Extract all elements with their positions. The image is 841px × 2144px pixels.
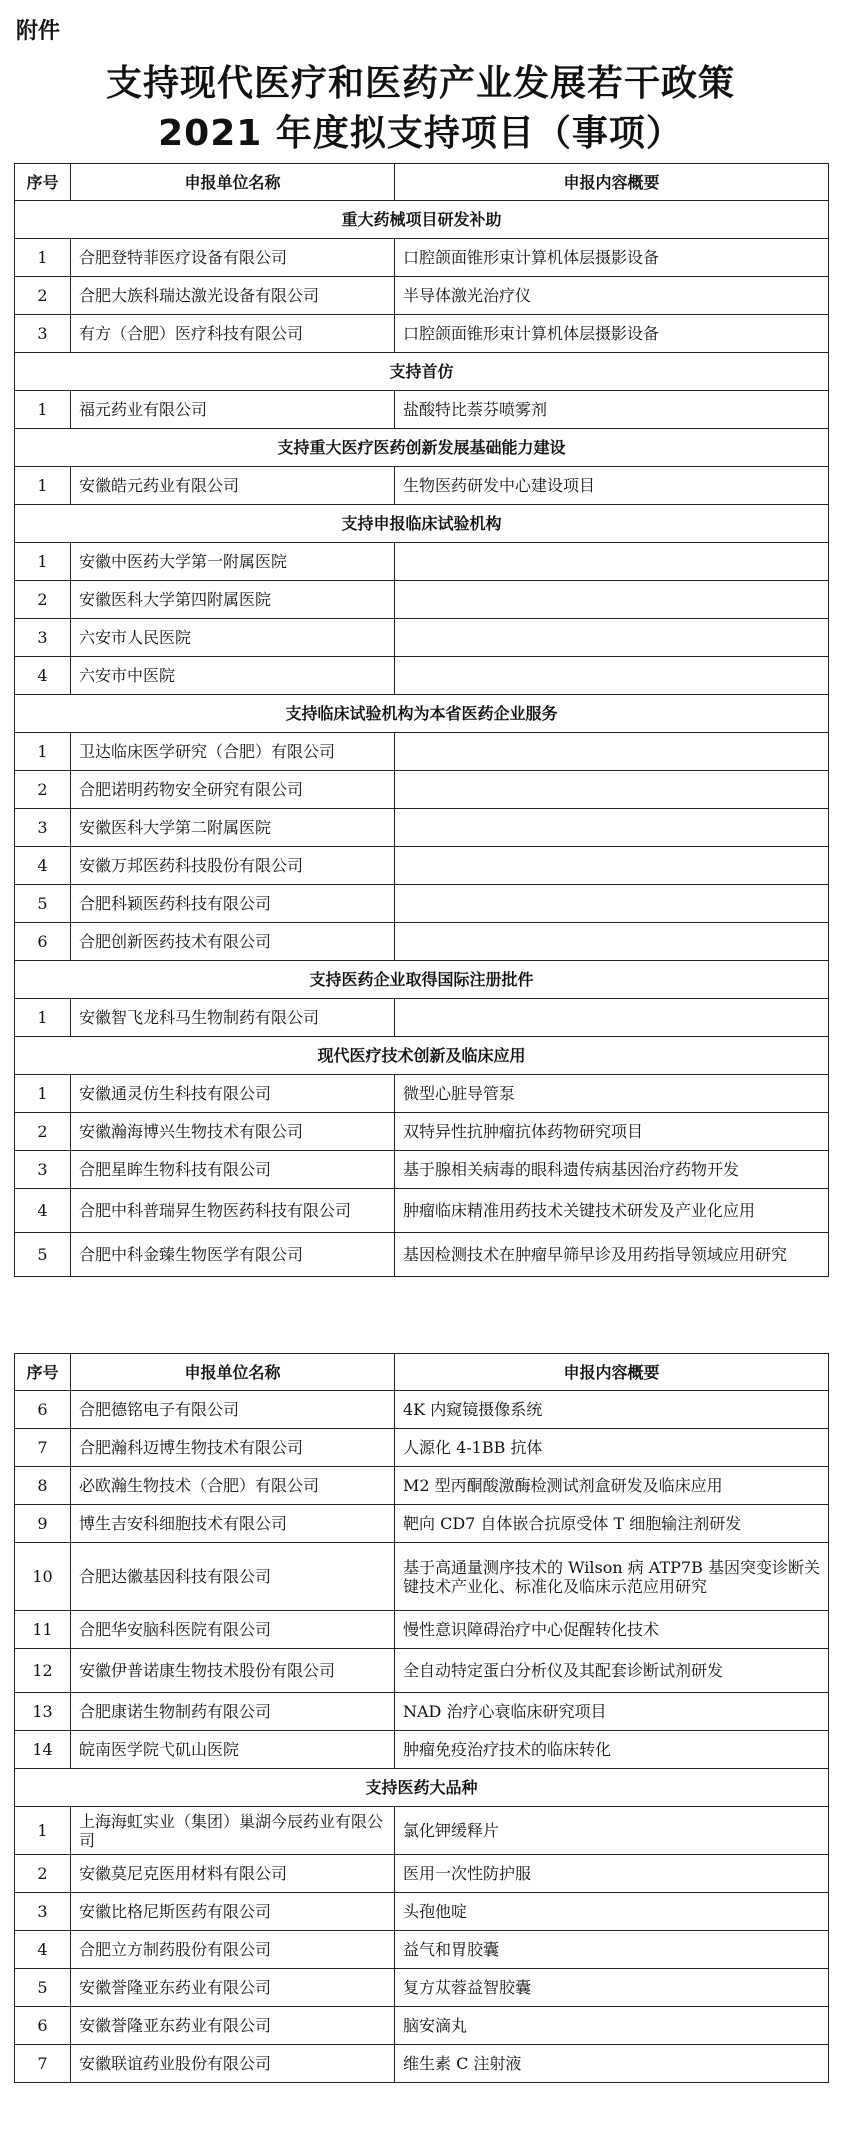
row-number: 4 [15, 1931, 71, 1969]
section-row [15, 353, 829, 391]
applicant-unit: 必欧瀚生物技术（合肥）有限公司 [71, 1467, 395, 1505]
table-row [15, 391, 829, 429]
section-row [15, 505, 829, 543]
row-number: 2 [15, 277, 71, 315]
applicant-unit: 合肥立方制药股份有限公司 [71, 1931, 395, 1969]
applicant-unit: 安徽誉隆亚东药业有限公司 [71, 1969, 395, 2007]
row-number: 12 [15, 1649, 71, 1693]
row-number: 4 [15, 1189, 71, 1233]
table-row [15, 657, 829, 695]
applicant-unit: 安徽瀚海博兴生物技术有限公司 [71, 1113, 395, 1151]
application-content: 全自动特定蛋白分析仪及其配套诊断试剂研发 [395, 1649, 829, 1693]
row-number: 7 [15, 2045, 71, 2083]
application-content: 口腔颌面锥形束计算机体层摄影设备 [395, 315, 829, 353]
row-number: 1 [15, 1807, 71, 1855]
applicant-unit: 安徽万邦医药科技股份有限公司 [71, 847, 395, 885]
row-number: 2 [15, 1855, 71, 1893]
section-row [15, 201, 829, 239]
applicant-unit: 六安市人民医院 [71, 619, 395, 657]
section-title: 支持医药企业取得国际注册批件 [15, 961, 829, 999]
applicant-unit: 合肥星眸生物科技有限公司 [71, 1151, 395, 1189]
row-number: 5 [15, 1969, 71, 2007]
row-number: 6 [15, 2007, 71, 2045]
application-content: 肿瘤临床精准用药技术关键技术研发及产业化应用 [395, 1189, 829, 1233]
projects-table-part2 [14, 1353, 829, 2083]
row-number: 1 [15, 999, 71, 1037]
header-content: 申报内容概要 [395, 164, 829, 201]
application-content: 基因检测技术在肿瘤早筛早诊及用药指导领域应用研究 [395, 1233, 829, 1277]
row-number: 1 [15, 733, 71, 771]
applicant-unit: 上海海虹实业（集团）巢湖今辰药业有限公司 [71, 1807, 395, 1855]
table-row [15, 1855, 829, 1893]
application-content: 基于腺相关病毒的眼科遗传病基因治疗药物开发 [395, 1151, 829, 1189]
table-row [15, 239, 829, 277]
row-number: 10 [15, 1543, 71, 1611]
applicant-unit: 安徽比格尼斯医药有限公司 [71, 1893, 395, 1931]
header-content: 申报内容概要 [395, 1354, 829, 1391]
application-content [395, 619, 829, 657]
applicant-unit: 合肥大族科瑞达激光设备有限公司 [71, 277, 395, 315]
table-row [15, 1505, 829, 1543]
applicant-unit: 安徽医科大学第四附属医院 [71, 581, 395, 619]
applicant-unit: 安徽通灵仿生科技有限公司 [71, 1075, 395, 1113]
table-row [15, 1429, 829, 1467]
row-number: 1 [15, 1075, 71, 1113]
applicant-unit: 安徽皓元药业有限公司 [71, 467, 395, 505]
application-content [395, 999, 829, 1037]
table-row [15, 1649, 829, 1693]
annex-label: 附件 [16, 19, 61, 44]
applicant-unit: 合肥康诺生物制药有限公司 [71, 1693, 395, 1731]
section-title: 支持申报临床试验机构 [15, 505, 829, 543]
application-content: 益气和胃胶囊 [395, 1931, 829, 1969]
table-row [15, 1611, 829, 1649]
applicant-unit: 合肥华安脑科医院有限公司 [71, 1611, 395, 1649]
row-number: 2 [15, 581, 71, 619]
table-row [15, 1543, 829, 1611]
header-unit: 申报单位名称 [71, 1354, 395, 1391]
table-row [15, 1893, 829, 1931]
application-content: 微型心脏导管泵 [395, 1075, 829, 1113]
application-content: 维生素 C 注射液 [395, 2045, 829, 2083]
section-title: 支持临床试验机构为本省医药企业服务 [15, 695, 829, 733]
row-number: 3 [15, 1151, 71, 1189]
table-row [15, 999, 829, 1037]
application-content [395, 847, 829, 885]
applicant-unit: 安徽智飞龙科马生物制药有限公司 [71, 999, 395, 1037]
row-number: 8 [15, 1467, 71, 1505]
row-number: 9 [15, 1505, 71, 1543]
applicant-unit: 六安市中医院 [71, 657, 395, 695]
application-content [395, 733, 829, 771]
application-content: 4K 内窥镜摄像系统 [395, 1391, 829, 1429]
row-number: 3 [15, 809, 71, 847]
application-content: 生物医药研发中心建设项目 [395, 467, 829, 505]
header-row [15, 164, 829, 201]
row-number: 6 [15, 923, 71, 961]
table-row [15, 733, 829, 771]
row-number: 2 [15, 1113, 71, 1151]
applicant-unit: 有方（合肥）医疗科技有限公司 [71, 315, 395, 353]
applicant-unit: 安徽莫尼克医用材料有限公司 [71, 1855, 395, 1893]
table-row [15, 1151, 829, 1189]
applicant-unit: 安徽誉隆亚东药业有限公司 [71, 2007, 395, 2045]
section-row [15, 1037, 829, 1075]
applicant-unit: 卫达临床医学研究（合肥）有限公司 [71, 733, 395, 771]
applicant-unit: 合肥瀚科迈博生物技术有限公司 [71, 1429, 395, 1467]
applicant-unit: 合肥诺明药物安全研究有限公司 [71, 771, 395, 809]
applicant-unit: 合肥科颖医药科技有限公司 [71, 885, 395, 923]
applicant-unit: 合肥达徽基因科技有限公司 [71, 1543, 395, 1611]
section-row [15, 429, 829, 467]
row-number: 1 [15, 239, 71, 277]
application-content: 脑安滴丸 [395, 2007, 829, 2045]
table-row [15, 619, 829, 657]
projects-table-part1 [14, 163, 829, 1277]
applicant-unit: 福元药业有限公司 [71, 391, 395, 429]
application-content: 半导体激光治疗仪 [395, 277, 829, 315]
row-number: 3 [15, 619, 71, 657]
application-content [395, 657, 829, 695]
applicant-unit: 合肥德铭电子有限公司 [71, 1391, 395, 1429]
applicant-unit: 合肥中科金臻生物医学有限公司 [71, 1233, 395, 1277]
application-content [395, 809, 829, 847]
row-number: 3 [15, 315, 71, 353]
applicant-unit: 合肥中科普瑞昇生物医药科技有限公司 [71, 1189, 395, 1233]
table-row [15, 2045, 829, 2083]
application-content: 口腔颌面锥形束计算机体层摄影设备 [395, 239, 829, 277]
application-content [395, 771, 829, 809]
applicant-unit: 安徽伊普诺康生物技术股份有限公司 [71, 1649, 395, 1693]
table-row [15, 1693, 829, 1731]
table-row [15, 315, 829, 353]
application-content [395, 923, 829, 961]
section-row [15, 1769, 829, 1807]
application-content: 氯化钾缓释片 [395, 1807, 829, 1855]
section-title: 支持重大医疗医药创新发展基础能力建设 [15, 429, 829, 467]
applicant-unit: 安徽联谊药业股份有限公司 [71, 2045, 395, 2083]
application-content [395, 885, 829, 923]
table-row [15, 1931, 829, 1969]
table-row [15, 885, 829, 923]
table-row [15, 467, 829, 505]
table-row [15, 809, 829, 847]
table-row [15, 1391, 829, 1429]
application-content: NAD 治疗心衰临床研究项目 [395, 1693, 829, 1731]
header-no: 序号 [15, 1354, 71, 1391]
application-content: 靶向 CD7 自体嵌合抗原受体 T 细胞输注剂研发 [395, 1505, 829, 1543]
header-no: 序号 [15, 164, 71, 201]
applicant-unit: 皖南医学院弋矶山医院 [71, 1731, 395, 1769]
row-number: 11 [15, 1611, 71, 1649]
application-content: 医用一次性防护服 [395, 1855, 829, 1893]
row-number: 7 [15, 1429, 71, 1467]
row-number: 1 [15, 467, 71, 505]
row-number: 6 [15, 1391, 71, 1429]
row-number: 1 [15, 391, 71, 429]
table-row [15, 923, 829, 961]
section-title: 支持医药大品种 [15, 1769, 829, 1807]
applicant-unit: 合肥登特菲医疗设备有限公司 [71, 239, 395, 277]
applicant-unit: 合肥创新医药技术有限公司 [71, 923, 395, 961]
row-number: 4 [15, 657, 71, 695]
applicant-unit: 安徽医科大学第二附属医院 [71, 809, 395, 847]
application-content: 盐酸特比萘芬喷雾剂 [395, 391, 829, 429]
table-row [15, 1969, 829, 2007]
row-number: 4 [15, 847, 71, 885]
application-content: 肿瘤免疫治疗技术的临床转化 [395, 1731, 829, 1769]
application-content: 头孢他啶 [395, 1893, 829, 1931]
row-number: 5 [15, 885, 71, 923]
row-number: 2 [15, 771, 71, 809]
row-number: 13 [15, 1693, 71, 1731]
application-content: 慢性意识障碍治疗中心促醒转化技术 [395, 1611, 829, 1649]
section-title: 支持首仿 [15, 353, 829, 391]
table-row [15, 1075, 829, 1113]
page-title-line1: 支持现代医疗和医药产业发展若干政策 [105, 63, 735, 104]
section-title: 重大药械项目研发补助 [15, 201, 829, 239]
table-row [15, 1233, 829, 1277]
application-content: 人源化 4-1BB 抗体 [395, 1429, 829, 1467]
table-row [15, 1189, 829, 1233]
header-row [15, 1354, 829, 1391]
table-row [15, 2007, 829, 2045]
application-content [395, 581, 829, 619]
application-content: 双特异性抗肿瘤抗体药物研究项目 [395, 1113, 829, 1151]
row-number: 3 [15, 1893, 71, 1931]
table-row [15, 1807, 829, 1855]
application-content: 基于高通量测序技术的 Wilson 病 ATP7B 基因突变诊断关键技术产业化、标准化及临床示范应用研究 [395, 1543, 829, 1611]
applicant-unit: 安徽中医药大学第一附属医院 [71, 543, 395, 581]
table-row [15, 847, 829, 885]
section-row [15, 961, 829, 999]
row-number: 14 [15, 1731, 71, 1769]
page-title-line2: 2021 年度拟支持项目（事项） [158, 113, 683, 154]
table-row [15, 1113, 829, 1151]
applicant-unit: 博生吉安科细胞技术有限公司 [71, 1505, 395, 1543]
table-row [15, 581, 829, 619]
section-title: 现代医疗技术创新及临床应用 [15, 1037, 829, 1075]
table-row [15, 1731, 829, 1769]
row-number: 5 [15, 1233, 71, 1277]
header-unit: 申报单位名称 [71, 164, 395, 201]
row-number: 1 [15, 543, 71, 581]
table-row [15, 1467, 829, 1505]
table-row [15, 277, 829, 315]
application-content [395, 543, 829, 581]
application-content: 复方苁蓉益智胶囊 [395, 1969, 829, 2007]
table-row [15, 543, 829, 581]
application-content: M2 型丙酮酸激酶检测试剂盒研发及临床应用 [395, 1467, 829, 1505]
table-row [15, 771, 829, 809]
section-row [15, 695, 829, 733]
